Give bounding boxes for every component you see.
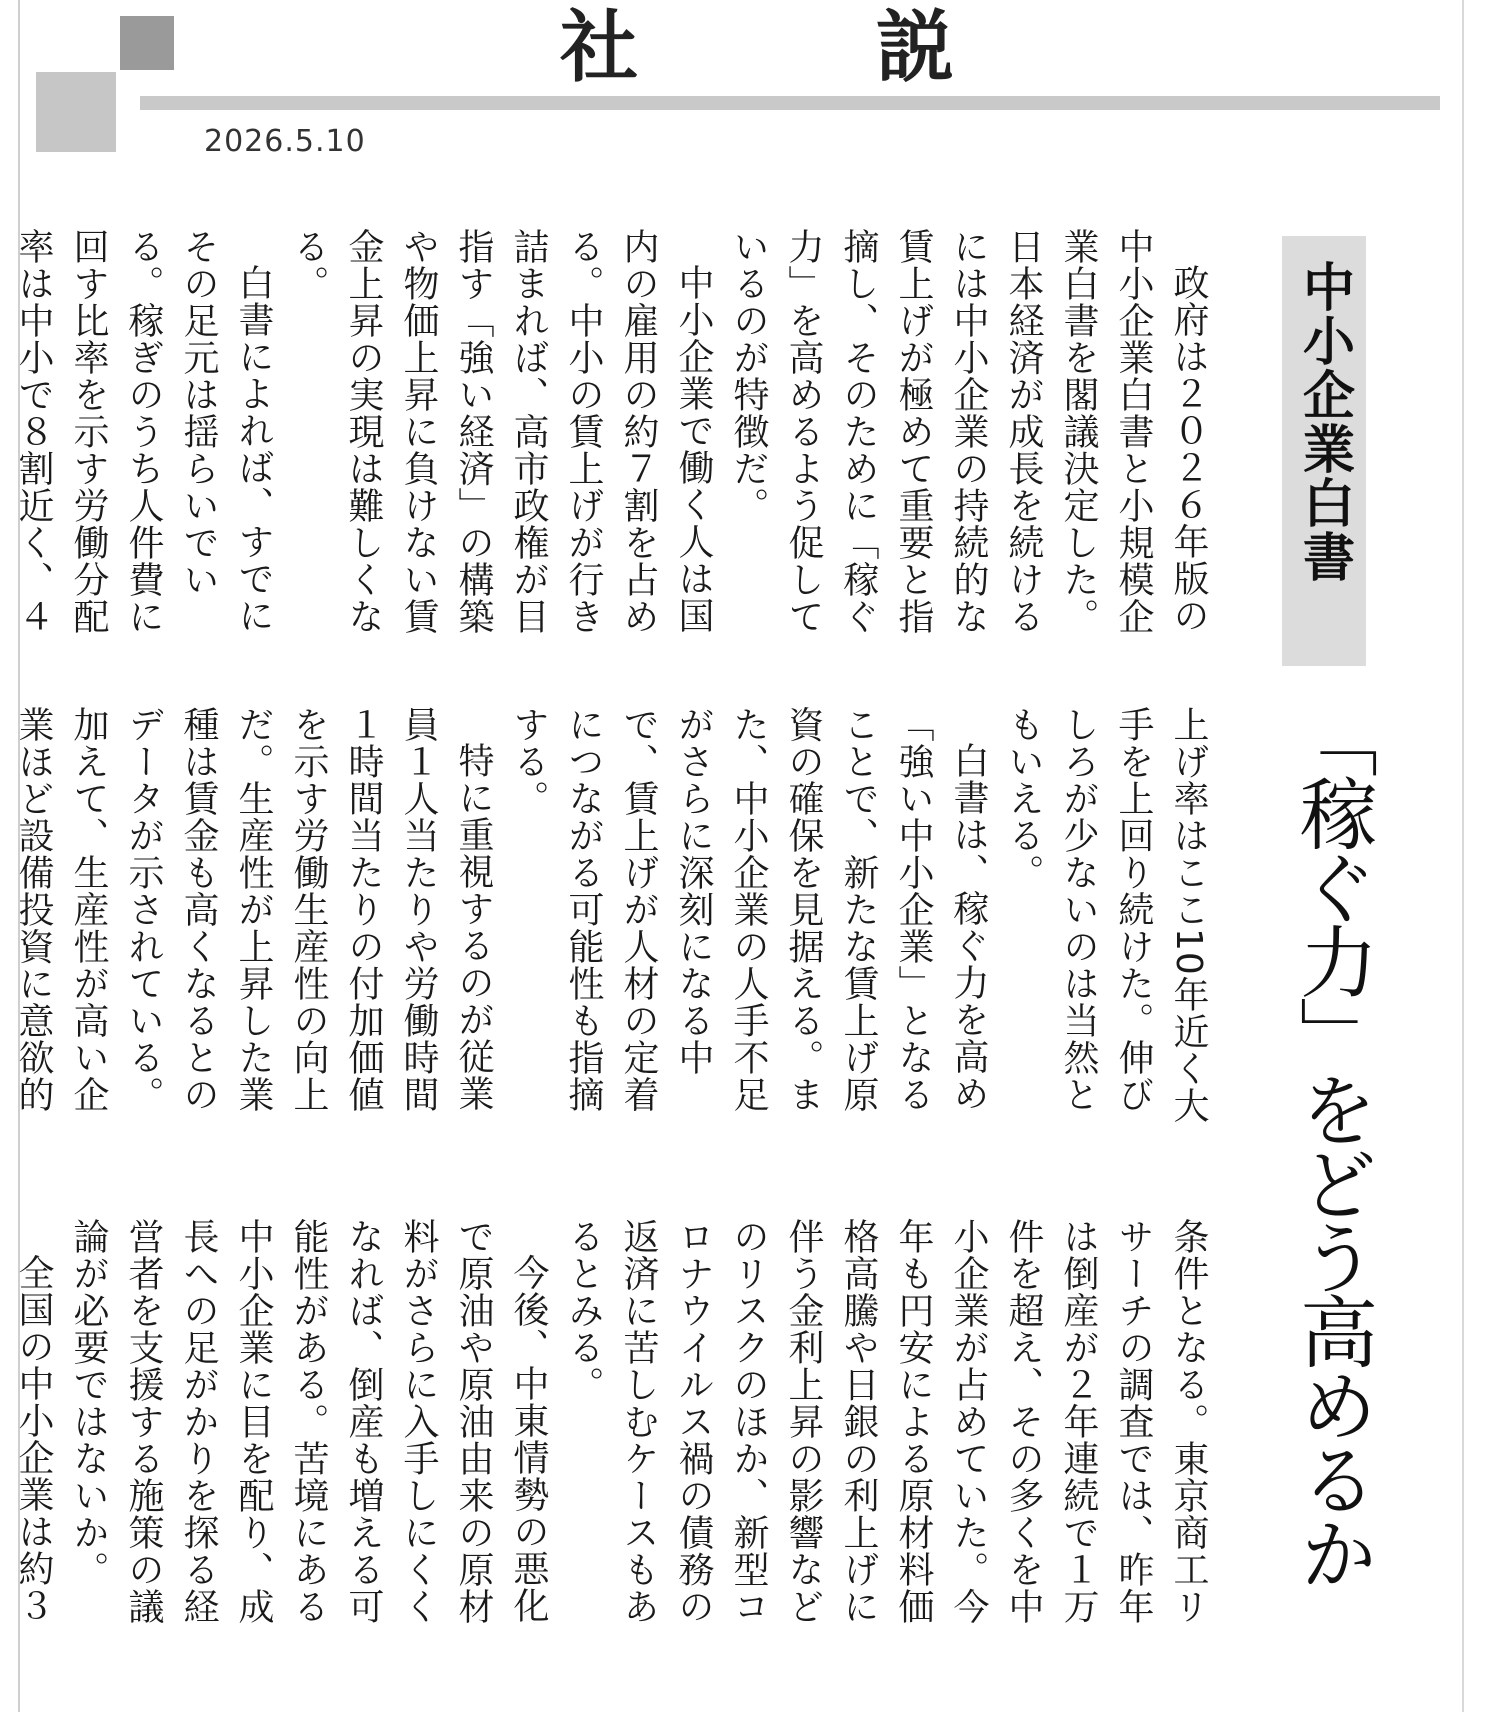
- topic-label: 中小企業白書: [1282, 236, 1366, 666]
- body-tier-3: [13, 1218, 1216, 1658]
- paragraph: 全国の中小企業は約３: [13, 1254, 54, 1624]
- masthead-title: 社 説: [560, 2, 1035, 93]
- body-tier-1: [13, 228, 1216, 668]
- paragraph: 上げ率はここ10年近く大手を上回り続けた。伸びしろが少ないのは当然ともいえる。: [1003, 706, 1209, 1124]
- paragraph: 今後、中東情勢の悪化で原油や原油由来の原材料がさらに入手しにくくなれば、倒産も増える可能性がある。苦境にある中小企業に目を配り、成長への足がかりを探る経営者を支援する施策の議論が必要ではないか。: [68, 1218, 549, 1625]
- decorative-square-dark: [120, 16, 174, 70]
- paragraph: 白書は、稼ぐ力を高め「強い中小企業」となることで、新たな賃上げ原資の確保を見据える。また、中小企業の人手不足がさらに深刻になる中で、賃上げが人材の定着につながる可能性も指摘する。: [508, 706, 989, 1113]
- paragraph: 条件となる。東京商工リサーチの調査では、昨年は倒産が２年連続で１万件を超え、その多くを中小企業が占めていた。今年も円安による原材料価格高騰や日銀の利上げに伴う金利上昇の影響などのリスクのほか、新型コロナウイルス禍の債務の返済に苦しむケースもあるとみる。: [563, 1218, 1209, 1625]
- paragraph: 白書によれば、すでにその足元は揺らいでいる。稼ぎのうち人件費に回す比率を示す労働分配率は中小で８割近く、４: [13, 228, 274, 635]
- header-rule: [140, 96, 1440, 110]
- body-tier-2: [13, 706, 1216, 1146]
- decorative-square-light: [36, 72, 116, 152]
- paragraph: 中小企業で働く人は国内の雇用の約７割を占める。中小の賃上げが行き詰まれば、高市政権が目指す「強い経済」の構築や物価上昇に負けない賃金上昇の実現は難しくなる。: [288, 228, 714, 635]
- right-border: [1462, 0, 1464, 1712]
- paragraph: 政府は２０２６年版の中小企業白書と小規模企業白書を閣議決定した。日本経済が成長を続けるには中小企業の持続的な賃上げが極めて重要と指摘し、そのために「稼ぐ力」を高めるよう促しているのが特徴だ。: [728, 228, 1209, 635]
- headline: 「稼ぐ力」をどう高めるか: [1287, 700, 1377, 1588]
- paragraph: 特に重視するのが従業員１人当たりや労働時間１時間当たりの付加価値を示す労働生産性の向上だ。生産性が上昇した業種は賃金も高くなるとのデータが示されている。加えて、生産性が高い企業ほど設備投資に意欲的: [13, 706, 494, 1113]
- publication-date: 2026.5.10: [204, 124, 366, 159]
